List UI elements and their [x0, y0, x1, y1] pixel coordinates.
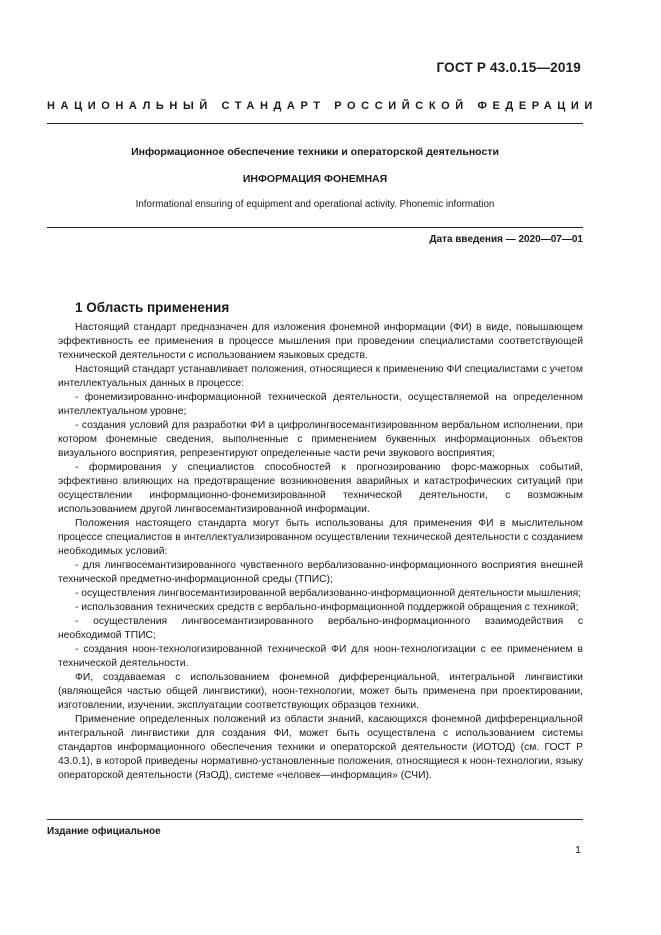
paragraph: ФИ, создаваемая с использованием фонемной дифференциальной, интегральной лингвистики (являющейся частью общей лингвистики), ноон-технологии, может быть применена при проектировании, изготовлении, изучении, эксплуатации соответствующих образцов техники.	[58, 672, 583, 711]
paragraph: Положения настоящего стандарта могут быть использованы для применения ФИ в мыслительном процессе специалистов в интеллектуализированном осуществлении технической деятельности с созданием необходимых условий:	[58, 518, 583, 557]
section-heading: 1 Область применения	[75, 300, 230, 315]
national-standard-banner: НАЦИОНАЛЬНЫЙ СТАНДАРТ РОССИЙСКОЙ ФЕДЕРАЦИИ	[47, 100, 598, 112]
list-item: - осуществления лингвосемантизированной вербализованно-информационной деятельности мышления;	[75, 588, 582, 599]
document-title-english: Informational ensuring of equipment and operational activity. Phonemic information	[135, 199, 495, 210]
document-title: ИНФОРМАЦИЯ ФОНЕМНАЯ	[242, 173, 388, 185]
document-title-group: Информационное обеспечение техники и операторской деятельности	[131, 146, 499, 158]
paragraph: Настоящий стандарт устанавливает положения, относящиеся к применению ФИ специалистами с учетом интеллектуальных данных в процессе:	[58, 364, 583, 389]
edition-label: Издание официальное	[47, 826, 161, 837]
list-item: - осуществления лингвосемантизированного вербально-информационного взаимодействия с необходимой ТПИС;	[58, 616, 583, 641]
list-item: - для лингвосемантизированного чувственного вербализованно-информационного восприятия внешней технической предметно-информационной среды (ТПИС);	[58, 560, 583, 585]
introduction-date: Дата введения — 2020—07—01	[429, 234, 583, 245]
list-item: - создания условий для разработки ФИ в цифролингвосемантизированном вербальном исполнении, при котором фонемные сведения, выполненные с применением буквенных информационных объектов визуального восприятия, репрезентируют определенные части речи звукового восприятия;	[58, 420, 583, 459]
document-code: ГОСТ Р 43.0.15—2019	[436, 60, 581, 75]
list-item: - формирования у специалистов способностей к прогнозированию форс-мажорных событий, эффективно влияющих на предотвращение возникновения аварийных и катастрофических ситуаций при осуществлении информационно-фонемизированной технической деятельности, с возможным использованием другой лингвосемантизированной информации.	[58, 462, 583, 515]
list-item: - фонемизированно-информационной технической деятельности, осуществляемой на определенном интеллектуальном уровне;	[58, 392, 583, 417]
footer-divider	[47, 819, 583, 820]
paragraph: Применение определенных положений из области знаний, касающихся фонемной дифференциальной интегральной лингвистики для создания ФИ, может быть осуществлена с использованием системы стандартов информационного обеспечения техники и операторской деятельности (ИОТОД) (см. ГОСТ Р 43.0.1), в которой приведены нормативно-установленные положения, относящиеся к ноон-технологии, языку операторской деятельности (ЯзОД), системе «человек—информация» (СЧИ).	[58, 714, 583, 781]
list-item: - использования технических средств с вербально-информационной поддержкой обращения с техникой;	[75, 602, 579, 613]
page-number: 1	[575, 844, 581, 856]
header-divider	[47, 123, 583, 124]
title-divider	[47, 227, 583, 228]
list-item: - создания ноон-технологизированной технической ФИ для ноон-технологизации с ее применением в технической деятельности.	[58, 644, 583, 669]
paragraph: Настоящий стандарт предназначен для изложения фонемной информации (ФИ) в виде, повышающем эффективность ее применения в процессе мышления при проведении специалистами соответствующей технической деятельности с использованием языковых средств.	[58, 322, 583, 361]
section-body	[58, 321, 583, 783]
